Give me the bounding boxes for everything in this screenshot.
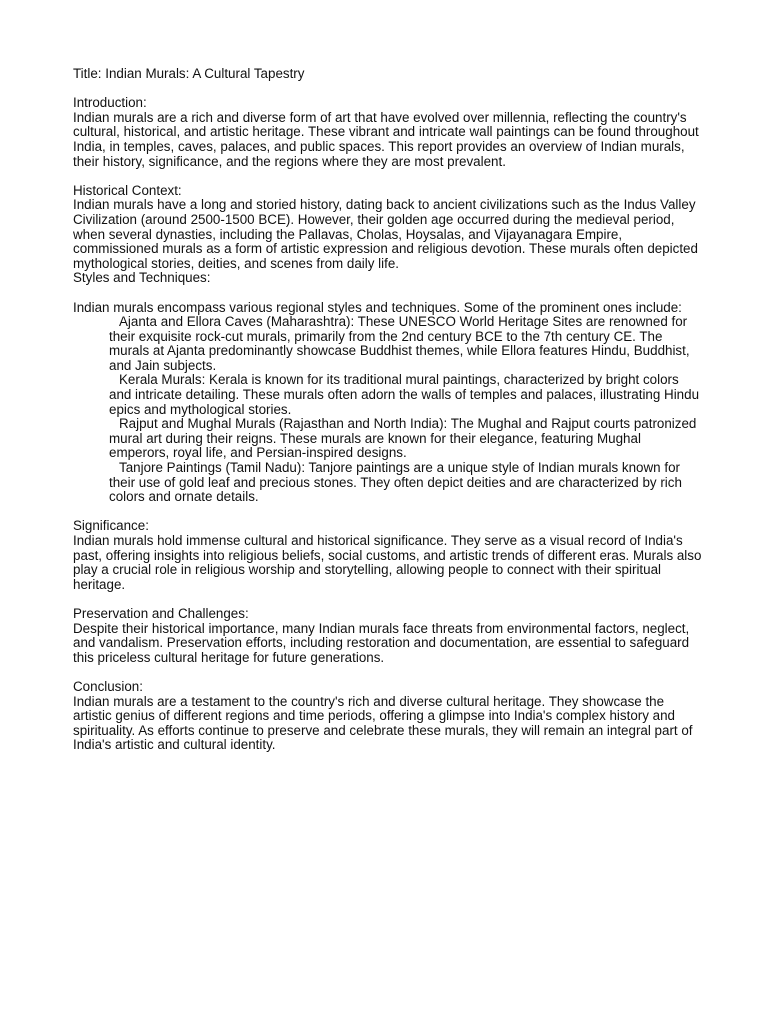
spacer [73, 82, 703, 97]
conclusion-body: Indian murals are a testament to the country's rich and diverse cultural heritage. They showcase the artistic genius of different regions and time periods, offering a glimpse into India's complex history and spirituality. As efforts continue to preserve and celebrate these murals, they will remain an integral part of India's artistic and cultural identity. [73, 693, 693, 753]
spacer [73, 665, 703, 680]
historical-context-heading: Historical Context: [73, 182, 182, 198]
document-title: Title: Indian Murals: A Cultural Tapestry [73, 66, 305, 81]
introduction-body: Indian murals are a rich and diverse form of art that have evolved over millennia, reflecting the country's cultural, historical, and artistic heritage. These vibrant and intricate wall paintings can be found throughout India, in temples, caves, palaces, and public spaces. This report provides an overview of Indian murals, their history, significance, and the regions where they are most prevalent. [73, 109, 699, 169]
historical-context-body: Indian murals have a long and storied history, dating back to ancient civilizations such as the Indus Valley Civilization (around 2500-1500 BCE). However, their golden age occurred during the medieval period, when several dynasties, including the Pallavas, Cholas, Hoysalas, and Vijayanagara Empire, commissioned murals as a form of artistic expression and religious devotion. These murals often depicted mythological stories, deities, and scenes from daily life. [73, 197, 698, 271]
list-item: Kerala Murals: Kerala is known for its traditional mural paintings, characterized by bright colors and intricate detailing. These murals often adorn the walls of temples and palaces, illustrating Hindu epics and mythological stories. [109, 372, 700, 417]
spacer [73, 286, 703, 301]
significance-body: Indian murals hold immense cultural and historical significance. They serve as a visual record of India's past, offering insights into religious beliefs, social customs, and artistic trends of different eras. Murals also play a crucial role in religious worship and storytelling, allowing people to connect with their spiritual heritage. [73, 533, 702, 592]
conclusion-heading: Conclusion: [73, 678, 143, 694]
spacer [73, 505, 703, 520]
spacer [73, 169, 703, 184]
preservation-heading: Preservation and Challenges: [73, 605, 249, 621]
styles-heading: Styles and Techniques: [73, 270, 211, 286]
list-item: Ajanta and Ellora Caves (Maharashtra): These UNESCO World Heritage Sites are renowned for their exquisite rock-cut murals, primarily from the 2nd century BCE to the 7th century CE. The murals at Ajanta predominantly showcase Buddhist themes, while Ellora features Hindu, Buddhist, and Jain subjects. [109, 314, 690, 373]
preservation-body: Despite their historical importance, many Indian murals face threats from environmental factors, neglect, and vandalism. Preservation efforts, including restoration and documentation, are essential to safeguard this priceless cultural heritage for future generations. [73, 620, 690, 665]
list-item: Tanjore Paintings (Tamil Nadu): Tanjore paintings are a unique style of Indian murals known for their use of gold leaf and precious stones. They often depict deities and are characterized by rich colors and ornate details. [109, 460, 682, 505]
introduction-heading: Introduction: [73, 95, 147, 111]
spacer [73, 592, 703, 607]
list-item: Rajput and Mughal Murals (Rajasthan and North India): The Mughal and Rajput courts patronized mural art during their reigns. These murals are known for their elegance, featuring Mughal emperors, royal life, and Persian-inspired designs. [109, 416, 697, 461]
styles-intro: Indian murals encompass various regional styles and techniques. Some of the prominent ones include: [73, 299, 682, 315]
document-page [73, 67, 703, 753]
significance-heading: Significance: [73, 518, 149, 534]
